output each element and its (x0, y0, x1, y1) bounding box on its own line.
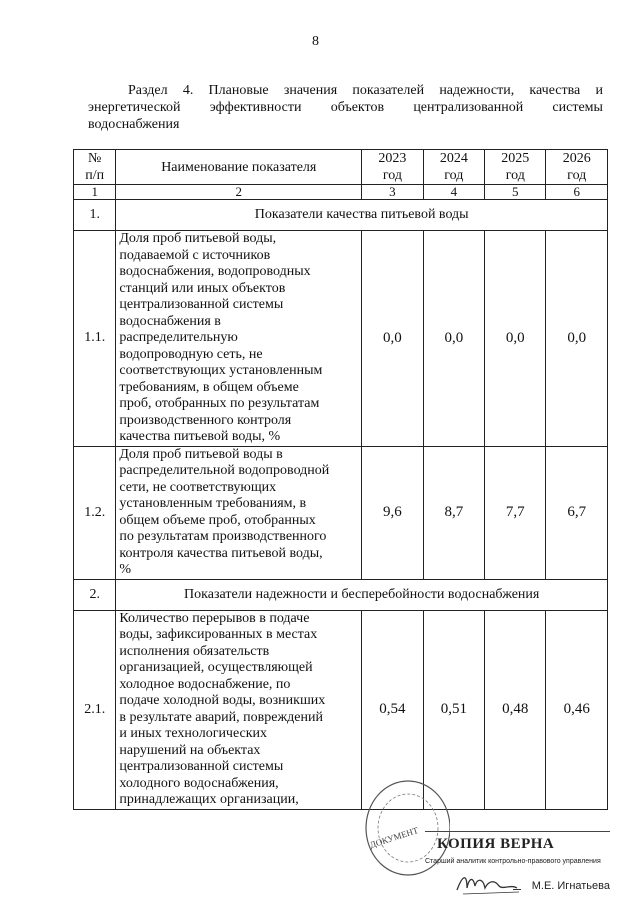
indicator-value: 6,7 (546, 446, 608, 579)
table-row (74, 610, 608, 809)
indicator-value: 0,48 (485, 610, 546, 809)
indicator-name-line: установленным требованиям, в (119, 496, 307, 511)
heading-word: централизованной (413, 100, 524, 115)
indicator-value: 0,51 (423, 610, 484, 809)
heading-word: значения (283, 83, 338, 98)
indicator-name-line: качества питьевой воды, % (119, 429, 281, 444)
indicator-name-line: сети, не соответствующих (119, 479, 277, 495)
heading-word: показателей (352, 83, 425, 98)
section-title: Показатели надежности и бесперебойности водоснабжения (116, 579, 608, 610)
indicator-value: 0,0 (362, 231, 423, 447)
header-year-value: 2025 (501, 151, 530, 166)
row-index: 2.1. (74, 610, 116, 809)
indicator-value: 0,46 (546, 610, 608, 809)
header-year-unit: год (567, 168, 587, 183)
header-number-line1: № (88, 151, 102, 166)
indicator-name-line: и иных технологических (119, 726, 268, 741)
indicator-value: 0,54 (362, 610, 423, 809)
indicator-name-line: производственного контроля (119, 412, 292, 428)
header-number-line2: п/п (85, 168, 105, 183)
column-number: 5 (485, 185, 546, 200)
indicator-name (116, 231, 362, 447)
indicator-name-line: принадлежащих организации, (119, 792, 299, 807)
column-number: 3 (362, 185, 423, 200)
column-number-row (74, 185, 608, 200)
indicator-name-line: распределительную (119, 330, 238, 345)
indicator-name-line: водоснабжения в (119, 313, 221, 329)
indicator-name-line: водопроводную сеть, не (119, 346, 263, 362)
row-index: 2. (74, 579, 116, 610)
certified-copy-stamp (425, 824, 610, 898)
heading-word: Раздел (128, 83, 168, 98)
header-name: Наименование показателя (116, 150, 362, 185)
section-row (74, 579, 608, 610)
indicator-name-line: Доля проб питьевой воды, (119, 231, 277, 246)
column-number: 4 (423, 185, 484, 200)
header-year-unit: год (505, 168, 525, 183)
section-heading (88, 82, 603, 133)
column-number: 1 (74, 185, 116, 200)
indicator-name-line: Количество перерывов в подаче (119, 610, 310, 626)
row-index: 1.2. (74, 446, 116, 579)
indicator-name-line: организацией, осуществляющей (119, 660, 313, 675)
heading-line-3: водоснабжения (88, 117, 180, 132)
header-year (485, 150, 546, 185)
heading-word: качества (529, 83, 581, 98)
row-index: 1. (74, 200, 116, 231)
stamp-top-line (425, 824, 610, 832)
indicator-value: 0,0 (485, 231, 546, 447)
header-year (546, 150, 608, 185)
indicator-name-line: в результате аварий, повреждений (119, 709, 323, 725)
column-number: 2 (116, 185, 362, 200)
indicator-value: 9,6 (362, 446, 423, 579)
indicator-value: 0,0 (546, 231, 608, 447)
indicator-table (73, 149, 608, 810)
signer-name: М.Е. Игнатьева (531, 880, 610, 892)
heading-word: системы (552, 100, 603, 115)
indicator-name-line: подаваемой с источников (119, 247, 271, 263)
indicator-name-line: распределительной водопроводной (119, 463, 330, 478)
heading-word: 4. (182, 83, 194, 98)
department-text: Старший аналитик контрольно-правового управления (425, 858, 601, 865)
indicator-name-line: проб, отобранных по результатам (119, 396, 320, 411)
indicator-name-line: холодного водоснабжения, (119, 775, 279, 791)
section-title: Показатели качества питьевой воды (116, 200, 608, 231)
column-number: 6 (546, 185, 608, 200)
header-number (74, 150, 116, 185)
section-row (74, 200, 608, 231)
heading-line-1 (88, 82, 603, 99)
indicator-name-line: нарушений на объектах (119, 742, 261, 758)
heading-word: энергетической (88, 100, 181, 115)
header-year-value: 2026 (562, 151, 591, 166)
heading-word: эффективности (209, 100, 302, 115)
indicator-name-line: станций или иных объектов (119, 280, 286, 296)
table-row (74, 231, 608, 447)
heading-word: надежности, (439, 83, 515, 98)
indicator-name-line: требованиям, в общем объеме (119, 379, 299, 395)
handwritten-signature (455, 870, 525, 896)
indicator-name (116, 610, 362, 809)
indicator-name-line: общем объеме проб, отобранных (119, 512, 316, 528)
header-year-value: 2024 (439, 151, 468, 166)
page-number: 8 (312, 34, 319, 49)
indicator-value: 0,0 (423, 231, 484, 447)
indicator-name-line: Доля проб питьевой воды в (119, 446, 283, 462)
indicator-name-line: централизованной системы (119, 759, 284, 774)
heading-word: и (595, 83, 603, 98)
indicator-name-line: водоснабжения, водопроводных (119, 264, 311, 279)
indicator-name-line: воды, зафиксированных в местах (119, 627, 318, 642)
indicator-name-line: холодное водоснабжение, по (119, 676, 291, 692)
indicator-name-line: централизованной системы (119, 297, 284, 312)
signature-line (513, 889, 521, 890)
header-year-unit: год (382, 168, 402, 183)
heading-line-2 (88, 99, 603, 116)
indicator-name-line: подаче холодной воды, возникших (119, 693, 326, 708)
stamp-text: ДОКУМЕНТ (368, 825, 420, 851)
header-year (423, 150, 484, 185)
header-year (362, 150, 423, 185)
row-index: 1.1. (74, 231, 116, 447)
table-row (74, 446, 608, 579)
indicator-name-line: % (119, 562, 132, 577)
header-year-unit: год (444, 168, 464, 183)
indicator-name-line: соответствующих установленным (119, 363, 323, 378)
heading-word: объектов (330, 100, 385, 115)
indicator-name-line: контроля качества питьевой воды, (119, 545, 323, 561)
header-year-value: 2023 (378, 151, 407, 166)
indicator-name-line: по результатам производственного (119, 529, 327, 544)
heading-word: Плановые (208, 83, 269, 98)
indicator-value: 7,7 (485, 446, 546, 579)
copy-label: КОПИЯ ВЕРНА (437, 836, 555, 852)
indicator-name-line: исполнения обязательств (119, 643, 270, 659)
indicator-value: 8,7 (423, 446, 484, 579)
indicator-name (116, 446, 362, 579)
